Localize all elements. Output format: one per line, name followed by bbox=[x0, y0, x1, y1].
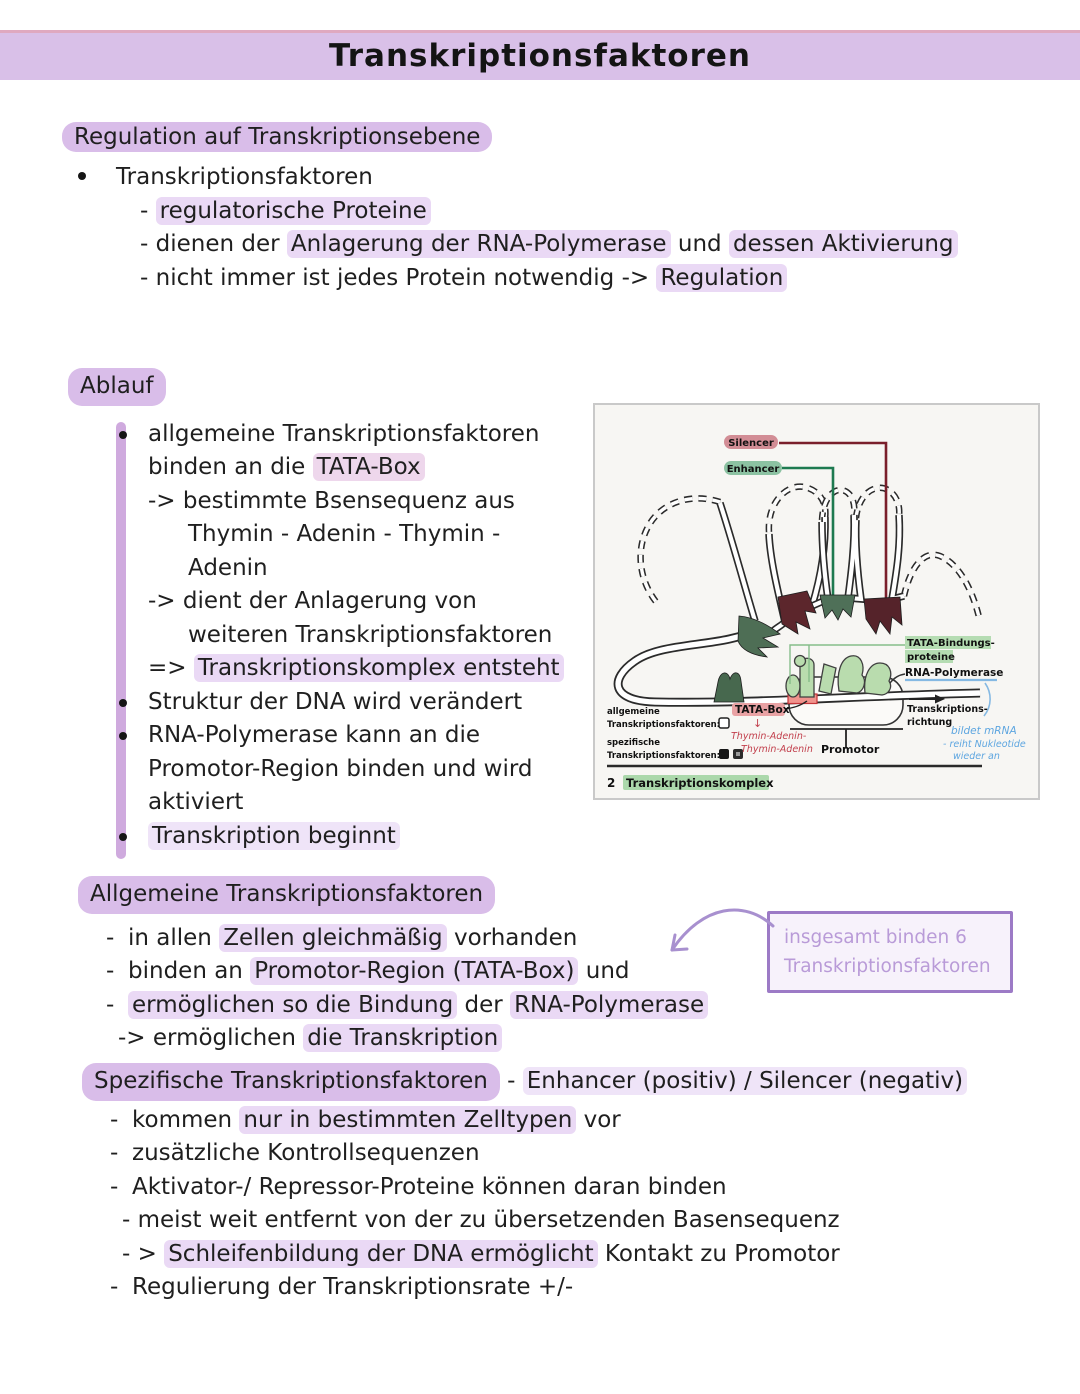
general-tf-square-icon bbox=[719, 718, 729, 728]
regulation-line-2: - dienen der Anlagerung der RNA-Polymerase und dessen Aktivierung bbox=[140, 228, 1022, 262]
note-arrow bbox=[645, 898, 780, 970]
mrna-note-2: - reiht Nukleotide bbox=[943, 739, 1026, 750]
spezifische-item-2: - zusätzliche Kontrollsequenzen bbox=[110, 1140, 480, 1166]
section-spezifische bbox=[82, 1063, 1052, 1305]
specific-tf-label-2: Transkriptionsfaktoren: bbox=[607, 751, 721, 761]
mrna-note-1: bildet mRNA bbox=[951, 725, 1017, 737]
ablauf-item-4: Transkription beginnt bbox=[148, 820, 588, 854]
regulation-bullet-label: Transkriptionsfaktoren bbox=[116, 164, 373, 190]
spezifische-item-6: - Regulierung der Transkriptionsrate +/- bbox=[110, 1274, 574, 1300]
spezifische-item-3: - Aktivator-/ Repressor-Proteine können daran binden bbox=[110, 1173, 727, 1200]
caption-number: 2 bbox=[607, 776, 616, 790]
spezifische-items bbox=[82, 1104, 1052, 1305]
direction-label-2: richtung bbox=[907, 717, 953, 728]
ablauf-item-2: Struktur der DNA wird verändert bbox=[148, 686, 588, 720]
note-box-line-2: Transkriptionsfaktoren bbox=[784, 956, 991, 977]
regulation-header: Regulation auf Transkriptionsebene bbox=[62, 122, 492, 152]
note-box bbox=[767, 911, 1013, 993]
allgemeine-item-2: - binden an Promotor-Region (TATA-Box) und bbox=[106, 958, 630, 984]
regulation-line-1: - regulatorische Proteine bbox=[140, 195, 1022, 229]
ablauf-header: Ablauf bbox=[68, 368, 166, 406]
regulation-line-3: - nicht immer ist jedes Protein notwendig -> Regulation bbox=[140, 262, 1022, 296]
ablauf-item-3: RNA-Polymerase kann an die Promotor-Region binden und wird aktiviert bbox=[148, 719, 588, 820]
spezifische-item-4: - meist weit entfernt von der zu übersetzenden Basensequenz bbox=[122, 1207, 840, 1233]
allgemeine-item-1: - in allen Zellen gleichmäßig vorhanden bbox=[106, 924, 578, 951]
spezifische-item-1: - kommen nur in bestimmten Zelltypen vor bbox=[110, 1106, 621, 1133]
note-box-line-1: insgesamt binden 6 bbox=[784, 927, 967, 948]
general-tf-label-2: Transkriptionsfaktoren: bbox=[607, 720, 721, 730]
tata-note-2: Thymin-Adenin bbox=[741, 744, 813, 755]
enhancer-protein-blob bbox=[820, 595, 855, 620]
bullet-dot bbox=[78, 172, 86, 180]
section-regulation bbox=[62, 122, 1022, 295]
section-ablauf bbox=[68, 368, 588, 853]
specific-tf-label-1: spezifische bbox=[607, 738, 660, 748]
allgemeine-item-3: - ermöglichen so die Bindung der RNA-Polymerase bbox=[78, 989, 778, 1023]
tata-binding-label-2: proteine bbox=[907, 652, 955, 663]
ablauf-item-1: allgemeine Transkriptionsfaktoren binden an die TATA-Box -> bestimmte Bsensequenz aus Thymin - Adenin - Thymin - Adenin -> dient der Anlagerung von weiteren Transkriptionsfaktoren => Transkriptionskomplex entsteht bbox=[148, 418, 588, 686]
general-tf-label-1: allgemeine bbox=[607, 707, 660, 717]
regulation-bullet-row bbox=[62, 161, 1022, 195]
timeline-bar bbox=[116, 422, 126, 859]
allgemeine-header: Allgemeine Transkriptionsfaktoren bbox=[78, 876, 495, 914]
page-title: Transkriptionsfaktoren bbox=[329, 38, 751, 74]
spezifische-header: Spezifische Transkriptionsfaktoren bbox=[82, 1063, 500, 1101]
caption-text: Transkriptionskomplex bbox=[626, 776, 774, 790]
tata-arrow-icon: ↓ bbox=[753, 717, 763, 730]
direction-label-1: Transkriptions- bbox=[907, 704, 988, 715]
enhancer-label: Enhancer bbox=[726, 464, 780, 475]
regulation-subitems bbox=[140, 195, 1022, 296]
transcription-complex-diagram bbox=[593, 403, 1040, 800]
promotor-label: Promotor bbox=[821, 743, 880, 756]
allgemeine-item-4: -> ermöglichen die Transkription bbox=[118, 1022, 778, 1056]
silencer-label: Silencer bbox=[728, 438, 774, 449]
specific-tf-square-icon bbox=[719, 749, 729, 759]
mrna-note-3: wieder an bbox=[953, 751, 1000, 762]
ablauf-list bbox=[68, 418, 588, 854]
tata-note-1: Thymin-Adenin- bbox=[731, 731, 807, 742]
title-banner bbox=[0, 30, 1080, 80]
spezifische-item-5: - > Schleifenbildung der DNA ermöglicht Kontakt zu Promotor bbox=[122, 1240, 840, 1267]
tata-box-label: TATA-Box bbox=[735, 704, 790, 716]
rna-polymerase-label: RNA-Polymerase bbox=[905, 667, 1004, 679]
tata-binding-label-1: TATA-Bindungs- bbox=[907, 638, 995, 649]
spezifische-header-row: Spezifische Transkriptionsfaktoren - Enhancer (positiv) / Silencer (negativ) bbox=[82, 1063, 1052, 1101]
